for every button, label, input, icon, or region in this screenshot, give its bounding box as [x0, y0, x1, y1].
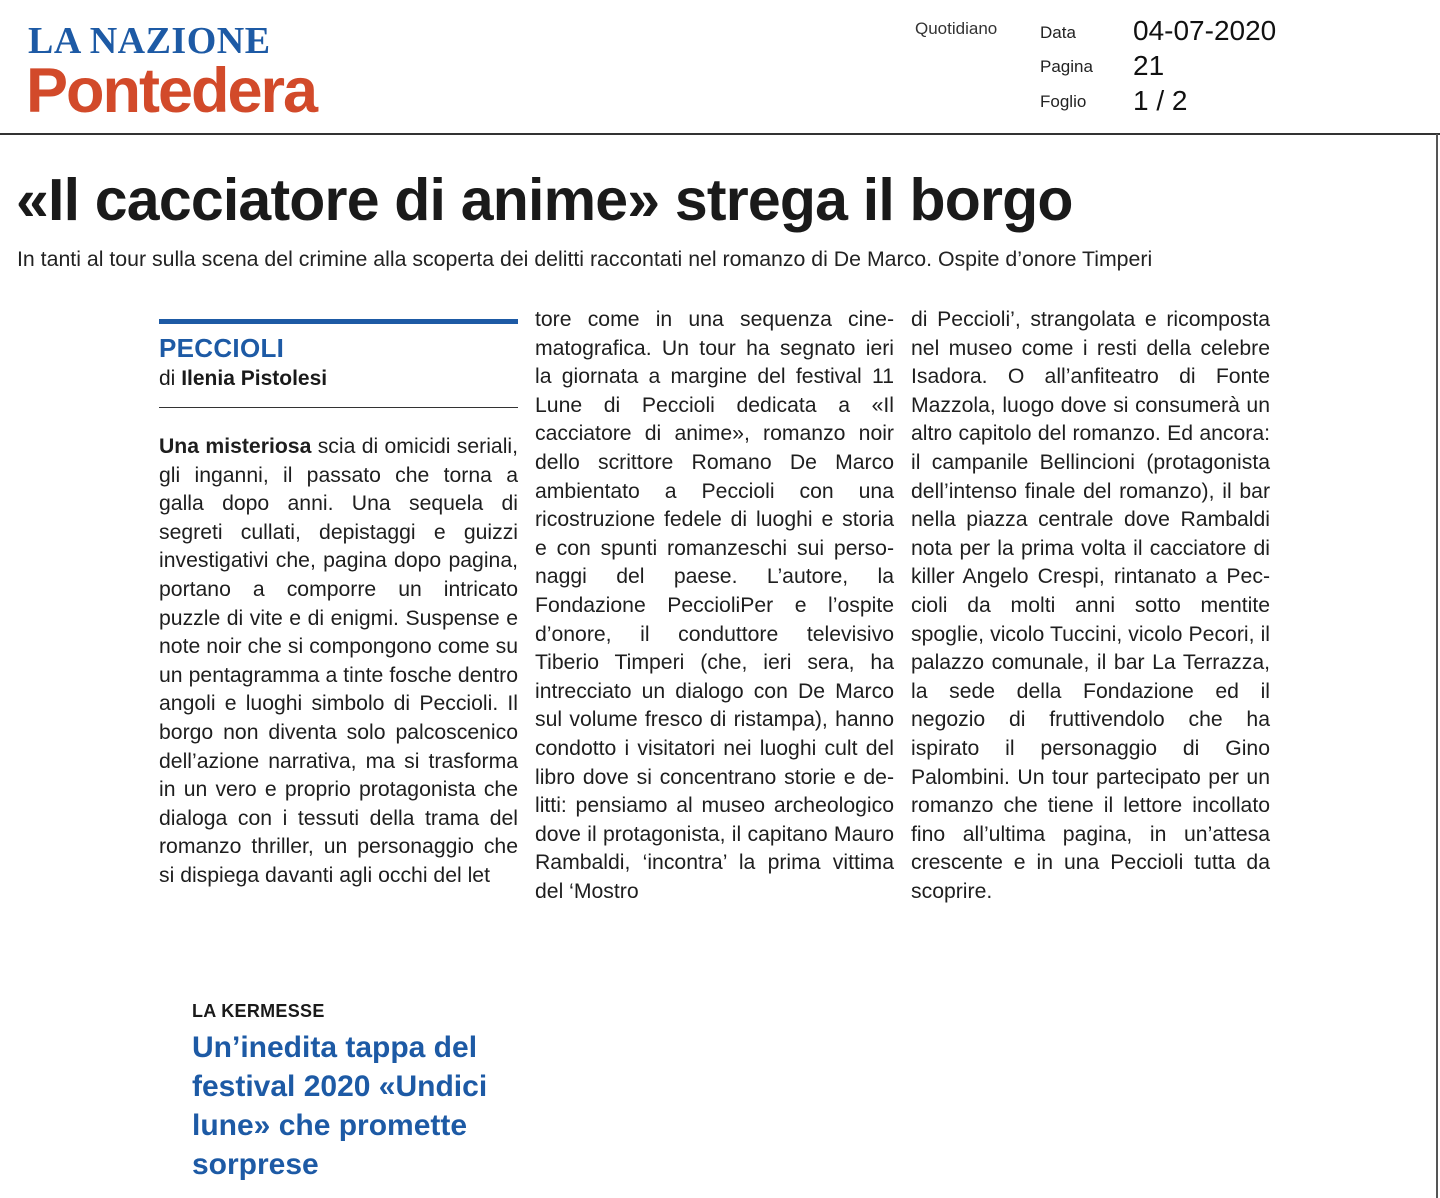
- date-label: Data: [1040, 23, 1076, 42]
- sidebar-title: Un’inedita tappa del festival 2020 «Undici lune» che promette sorprese: [192, 1031, 488, 1181]
- byline-prefix: di: [159, 367, 176, 390]
- article-subheadline: In tanti al tour sulla scena del crimine alla scoperta dei delitti raccontati nel romanzo di De Marco. Ospite d’onore Timperi: [17, 247, 1153, 271]
- byline: [159, 365, 327, 393]
- sidebar-label: LA KERMESSE: [192, 1001, 325, 1021]
- date-value: 04-07-2020: [1133, 15, 1277, 46]
- sheet-value: 1 / 2: [1133, 85, 1188, 116]
- article-column-3: [911, 306, 1270, 906]
- byline-divider: [159, 407, 518, 408]
- edition-name: Pontedera: [26, 56, 317, 126]
- article-headline: «Il cacciatore di anime» strega il borgo: [16, 167, 1073, 233]
- publication-type: Quotidiano: [915, 19, 998, 38]
- page-label: Pagina: [1040, 57, 1093, 76]
- author-name: Ilenia Pistolesi: [181, 367, 328, 390]
- article-column-2: [535, 306, 894, 906]
- section-kicker: PECCIOLI: [159, 333, 285, 363]
- page-value: 21: [1133, 50, 1165, 81]
- column-2-text: tore come in una sequenza cinematografica. Un tour ha segnato ieri la giornata a margine del festival 11 Lune di Peccioli dedicata a «Il cacciatore di anime», romanzo noir dello scrittore Romano De Marco ambientato a Peccioli con una ricostruzione fedele di luoghi e storia e con spunti romanzeschi sui personaggi del paese. L’autore, la Fondazione PeccioliPer e l’ospite d’onore, il conduttore televisivo Tiberio Timperi (che, ieri sera, ha intrecciato un dialogo con De Marco sul volume fresco di ristampa), hanno condotto i visitatori nei luoghi cult del libro dove si concentrano storie e delitti: pensiamo al museo archeologico dove il protagonista, il capitano Mauro Rambaldi, ‘incontra’ la prima vittima del ‘Mostro: [535, 308, 894, 903]
- column-1-text: scia di omicidi seriali, gli inganni, il passato che torna a galla dopo anni. Una sequela di segreti cullati, depistaggi e guizzi investigativi che, pagina dopo pagina, portano a comporre un intricato puzzle di vite e di enigmi. Suspense e note noir che si compongono come su un pentagramma a tinte fosche dentro angoli e luoghi simbolo di Peccioli. Il borgo non diventa solo palcoscenico dell’azione narrativa, ma si trasforma in un vero e proprio protagonista che dialoga con i tessuti della trama del romanzo thriller, un personaggio che si dispiega davanti agli occhi del let: [159, 435, 519, 887]
- masthead-divider: [0, 133, 1440, 135]
- lead-words: Una misteriosa: [159, 435, 312, 458]
- masthead: [0, 0, 1440, 134]
- sheet-label: Foglio: [1040, 92, 1087, 111]
- section-bar: [159, 319, 518, 324]
- newspaper-name: LA NAZIONE: [28, 20, 271, 62]
- article-column-1: [159, 433, 518, 891]
- page-frame-edge: [1436, 134, 1438, 1198]
- column-3-text: di Peccioli’, strangolata e ricomposta nel museo come i resti della celebre Isadora. O all’anfiteatro di Fonte Mazzola, luogo dove si consumerà un altro capitolo del romanzo. Ed ancora: il campanile Bellincioni (protagonista dell’intenso finale del romanzo), il bar nella piazza centrale dove Rambaldi nota per la prima volta il cacciatore di killer Angelo Crespi, rintanato a Peccioli da molti anni sotto mentite spoglie, vicolo Tuccini, vicolo Pecori, il palazzo comunale, il bar La Terrazza, la sede della Fondazione ed il negozio di fruttivendolo che ha ispirato il personaggio di Gino Palombini. Un tour partecipato per un romanzo che tiene il lettore incollato fino all’ultima pagina, in un’attesa crescente e in una Peccioli tutta da scoprire.: [911, 308, 1270, 903]
